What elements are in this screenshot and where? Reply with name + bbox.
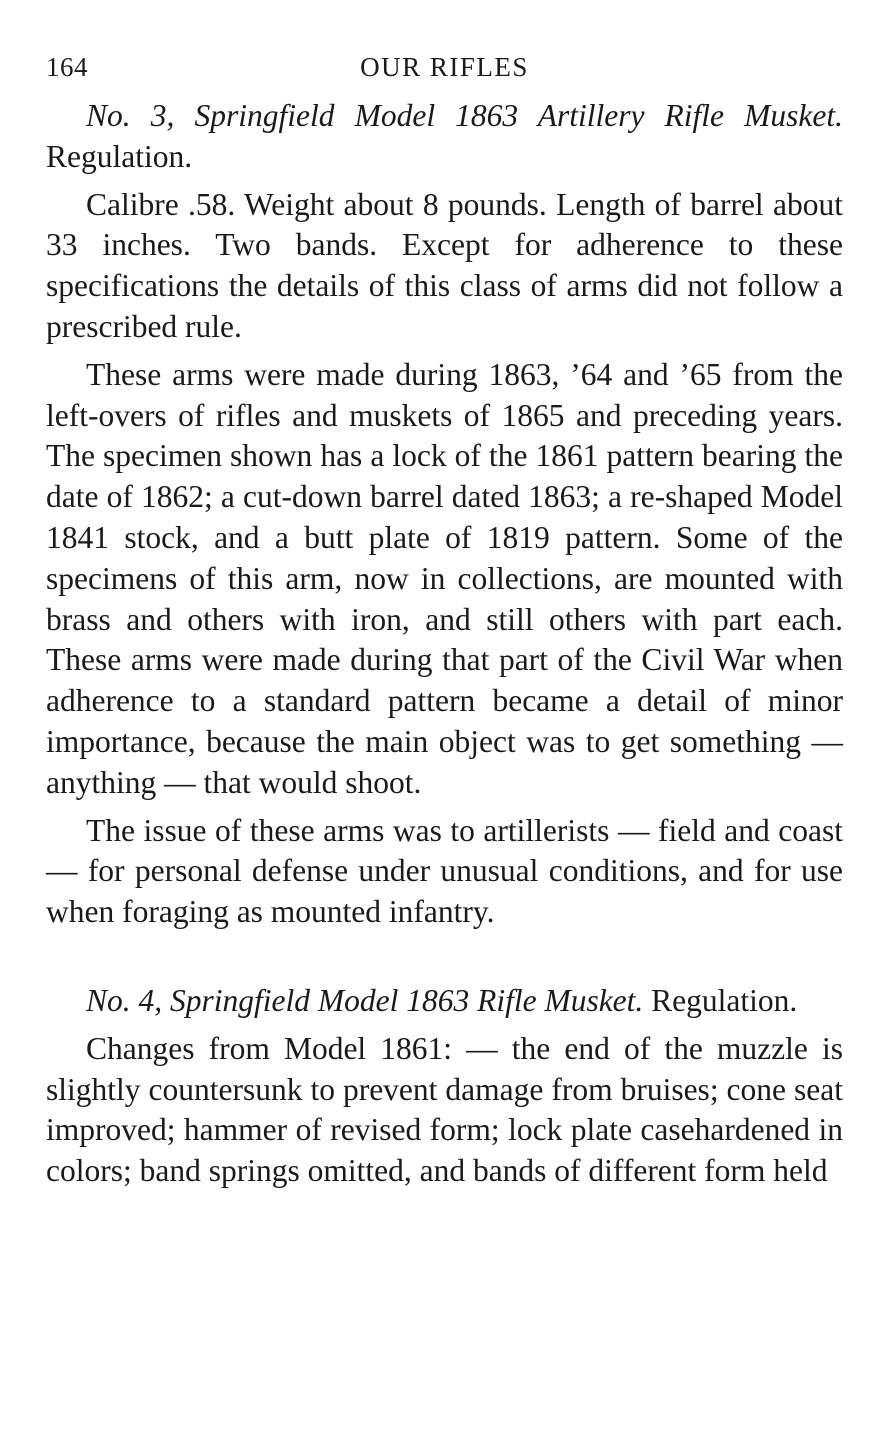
section-3-paragraph-3: The issue of these arms was to artillerists — field and coast — for personal defense under unusual conditions, and for use when foraging as mounted infantry. [46,812,843,930]
section-3-paragraph-2: These arms were made during 1863, ’64 and ’65 from the left-overs of rifles and muskets of 1865 and preceding years. The specimen shown has a lock of the 1861 pattern bearing the date of 1862; a cut-down barrel dated 1863; a re-shaped Model 1841 stock, and a butt plate of 1819 pattern. Some of the specimens of this arm, now in collections, are mounted with brass and others with iron, and still others with part each. These arms were made during that part of the Civil War when adherence to a standard pattern became a detail of minor importance, because the main object was to get something — anything — that would shoot. [46,356,843,800]
body-text [46,96,843,1192]
section-4-paragraph-1: Changes from Model 1861: — the end of the muzzle is slightly countersunk to prevent damage from bruises; cone seat improved; hammer of revised form; lock plate casehardened in colors; band springs omitted, and bands of different form held [46,1030,843,1189]
page-number: 164 [46,52,88,82]
section-3-regulation: Regulation. [46,138,193,174]
running-head [46,0,843,96]
running-title: OUR RIFLES [360,52,529,82]
section-4-regulation: Regulation. [643,982,798,1018]
section-3-paragraph-1: Calibre .58. Weight about 8 pounds. Length of barrel about 33 inches. Two bands. Except for adherence to these specifications the details of this class of arms did not follow a prescribed rule. [46,186,843,344]
section-3-heading [46,96,843,178]
section-4-heading [46,981,843,1022]
section-3-title: No. 3, Springfield Model 1863 Artillery Rifle Musket. [86,98,843,133]
section-4-title: No. 4, Springfield Model 1863 Rifle Musket. [86,982,644,1018]
